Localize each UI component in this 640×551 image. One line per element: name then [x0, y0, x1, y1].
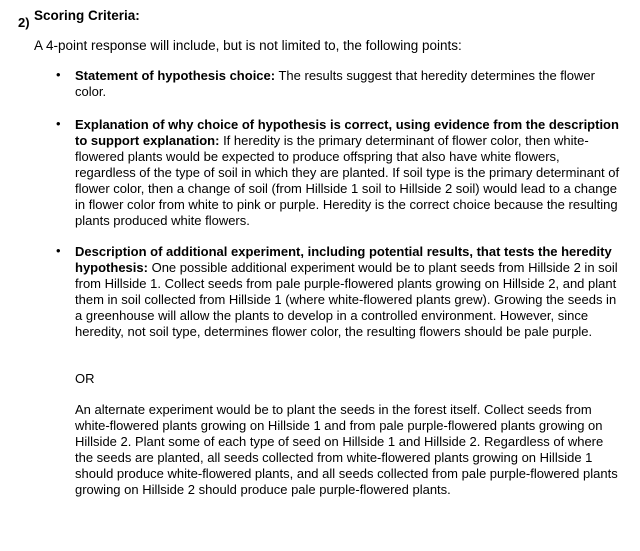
scoring-criteria-heading: Scoring Criteria: [34, 8, 140, 23]
criterion-explanation [56, 116, 623, 229]
criterion-hypothesis-choice [56, 67, 623, 100]
criterion-lead: Explanation of why choice of hypothesis is correct, using evidence from the description to support explanation: [75, 117, 619, 148]
bullet-icon: • [56, 116, 61, 131]
bullet-icon: • [56, 243, 61, 258]
alternate-experiment: An alternate experiment would be to plant the seeds in the forest itself. Collect seeds from white-flowered plants growing on Hillside 1 and from pale purple-flowered plants growing on Hillside 2. Plant some of each type of seed on Hillside 1 and Hillside 2. Regardless of where the seeds are planted, all seeds collected from white-flowered plants growing on Hillside 1 should produce white-flowered plants, and all seeds collected from pale purple-flowered plants growing on Hillside 2 should produce pale purple-flowered plants. [75, 402, 618, 497]
criterion-lead: Description of additional experiment, including potential results, that tests the heredity hypothesis: [75, 244, 612, 275]
question-number: 2) [18, 15, 30, 30]
criterion-additional-experiment [56, 243, 623, 340]
criterion-text: The results suggest that heredity determines the flower color. [75, 68, 595, 99]
or-separator: OR [75, 371, 95, 386]
intro-text: A 4-point response will include, but is not limited to, the following points: [34, 38, 462, 53]
criterion-text: If heredity is the primary determinant of flower color, then white-flowered plants would be expected to produce offspring that also have white flowers, regardless of the type of soil in which they are planted. If soil type is the primary determinant of flower color, then a change of soil (from Hillside 1 soil to Hillside 2 soil) would lead to a change in flower color from white to pink or purple. Heredity is the correct choice because the resulting plants produced white flowers. [75, 133, 620, 228]
bullet-icon: • [56, 67, 61, 82]
criterion-lead: Statement of hypothesis choice: [75, 68, 276, 83]
criterion-text: One possible additional experiment would be to plant seeds from Hillside 2 in soil from Hillside 1. Collect seeds from pale purple-flowered plants growing on Hillside 2, and plant them in soil collected from Hillside 1 (where white-flowered plants grew). Growing the seeds in a greenhouse will allow the plants to develop in a controlled environment. However, since heredity, not soil type, determines flower color, the resulting flowers should be pale purple. [75, 260, 618, 339]
